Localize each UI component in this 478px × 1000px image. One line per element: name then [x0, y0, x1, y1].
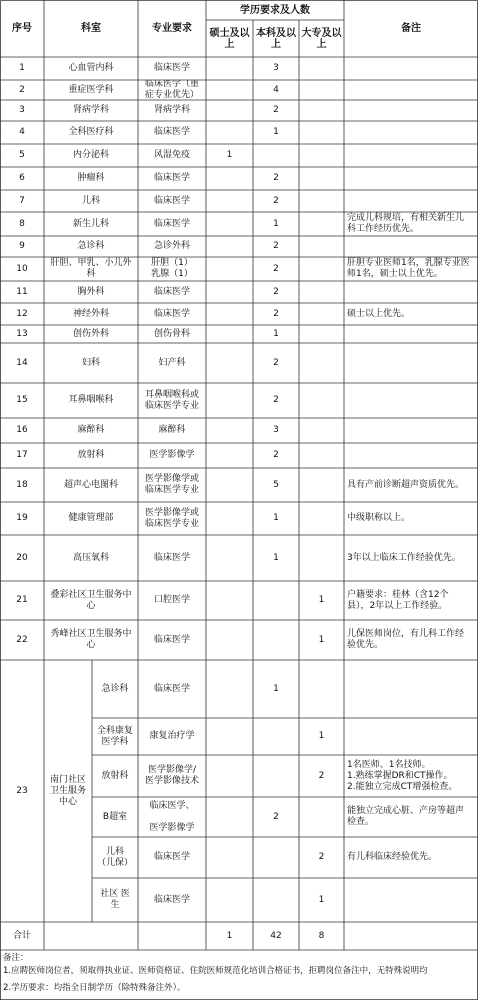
- subrow-masters-count: [206, 718, 253, 755]
- row-remark: 硕士以上优先。: [347, 308, 411, 319]
- row-major: 临床医学: [153, 63, 190, 73]
- row-masters-count: [206, 190, 253, 212]
- row-dept: 重症医学科: [68, 84, 114, 95]
- row-college-count: [299, 502, 344, 535]
- row-major: 耳鼻咽喉科或 临床医学专业: [144, 389, 199, 411]
- subrow-bachelor-count: 1: [273, 683, 279, 694]
- row-major: 医学影像学: [149, 450, 195, 460]
- row-seq: 22: [16, 634, 28, 645]
- subrow-remark: 能独立完成心脏、产房等超声 检查。: [347, 806, 465, 827]
- subrow-major: 临床医学: [153, 683, 190, 694]
- row-major: 临床医学（重 症专业优先）: [144, 80, 199, 100]
- subrow-bachelor-count: 2: [273, 811, 279, 822]
- row-college-count: 1: [318, 634, 325, 645]
- row-masters-count: [206, 325, 253, 343]
- subrow-bachelor-count: [253, 878, 299, 922]
- row-major: 医学影像学或 临床医学专业: [144, 507, 199, 529]
- row-masters-count: 1: [226, 150, 233, 160]
- row-remark: 儿保医师岗位，有儿科工作经 验优先。: [347, 629, 465, 650]
- subrow-dept: 全科康复 医学科: [96, 725, 133, 747]
- subrow-bachelor-count: [253, 755, 299, 797]
- notes-title: 备注：: [3, 953, 29, 963]
- row-major: 医学影像学或 临床医学专业: [144, 474, 199, 495]
- row-dept: 妇科: [81, 357, 100, 368]
- total-college: 8: [318, 930, 325, 941]
- row-masters-count: [206, 620, 253, 660]
- total-bachelor: 42: [270, 930, 282, 941]
- row-bachelor-count: 3: [273, 63, 279, 73]
- row-dept: 全科医疗科: [68, 127, 114, 137]
- subrow-masters-count: [206, 878, 253, 922]
- row-dept: 麻醉科: [77, 425, 105, 435]
- row-masters-count: [206, 535, 253, 581]
- row-major: 急诊外科: [153, 241, 190, 251]
- row-college-count: [299, 443, 344, 468]
- header-seq: 序号: [12, 23, 32, 34]
- row-seq: 13: [16, 328, 28, 339]
- row-seq: 15: [16, 395, 28, 405]
- subrow-remark: [344, 718, 478, 755]
- row-masters-count: [206, 236, 253, 257]
- row-seq: 7: [19, 195, 25, 206]
- row-remark: [344, 443, 478, 468]
- subrow-major: 临床医学: [153, 852, 190, 862]
- row-major: 麻醉科: [158, 425, 186, 435]
- row-college-count: [299, 212, 344, 236]
- row-masters-count: [206, 281, 253, 303]
- subrow-college-count: [299, 660, 344, 718]
- row-seq: 5: [19, 150, 25, 160]
- row-dept: 心血管内科: [68, 63, 114, 73]
- row-seq: 10: [16, 263, 28, 274]
- subrow-major: 医学影像学/ 医学影像技术: [144, 765, 199, 786]
- row-masters-count: [206, 581, 253, 620]
- row-major: 风湿免疫: [153, 150, 190, 160]
- subrow-masters-count: [206, 837, 253, 878]
- header-remark: 备注: [401, 23, 421, 34]
- row-major: 临床医学: [153, 552, 190, 563]
- row-bachelor-count: [253, 620, 299, 660]
- row-major: 临床医学: [153, 195, 190, 206]
- row-dept: 肿瘤科: [77, 173, 105, 183]
- total-remark: [344, 922, 478, 950]
- row-remark: 户籍要求：桂林（含12个 县），2年以上工作经验。: [347, 589, 449, 611]
- row-seq: 17: [16, 450, 28, 460]
- row-dept: 急诊科: [77, 241, 105, 251]
- row-major: 肝胆（1） 乳腺（1）: [151, 258, 193, 279]
- subrow-dept: 放射科: [101, 770, 129, 781]
- row-dept: 肾病学科: [72, 105, 109, 115]
- row-major: 临床医学: [153, 173, 190, 183]
- row-college-count: 1: [318, 595, 325, 605]
- row-remark: [344, 100, 478, 121]
- row-major: 临床医学: [153, 634, 190, 645]
- row-seq: 18: [16, 479, 28, 490]
- row-major: 临床医学: [153, 308, 190, 319]
- subrow-masters-count: [206, 755, 253, 797]
- row-bachelor-count: 2: [273, 286, 279, 297]
- row-masters-count: [206, 443, 253, 468]
- row-college-count: [299, 383, 344, 418]
- row-dept: 创伤外科: [72, 328, 109, 339]
- header-major: 专业要求: [152, 23, 192, 34]
- row-bachelor-count: 2: [273, 195, 279, 206]
- row-major: 临床医学: [153, 218, 190, 229]
- row-bachelor-count: [253, 144, 299, 167]
- subrow-remark: [344, 660, 478, 718]
- subrow-remark: 1名医师、1名技师。 1.熟练掌握DR和CT操作。 2.能独立完成CT增强检查。: [347, 759, 458, 792]
- header-bachelor: 本科及以上: [256, 27, 296, 50]
- row-dept: 肝胆、甲乳、小儿外 科: [50, 258, 132, 279]
- row-major: 创伤骨科: [153, 328, 190, 339]
- row-remark: 完成儿科规培，有相关新生儿 科工作经历优先。: [347, 213, 465, 234]
- row-remark: 中级职称以上。: [347, 513, 411, 523]
- row-college-count: [299, 190, 344, 212]
- row-seq: 1: [19, 63, 25, 73]
- row-seq: 21: [16, 595, 28, 605]
- row-remark: [344, 167, 478, 190]
- row-dept: 高压氧科: [72, 552, 109, 563]
- row-bachelor-count: 3: [273, 425, 279, 435]
- row-major: 临床医学: [153, 286, 190, 297]
- row-dept: 胸外科: [77, 286, 105, 297]
- subrow-masters-count: [206, 660, 253, 718]
- row-remark: 3年以上临床工作经验优先。: [347, 552, 461, 563]
- header-education-group: 学历要求及人数: [240, 4, 310, 16]
- row-college-count: [299, 236, 344, 257]
- row-college-count: [299, 418, 344, 443]
- subrow-major: 临床医学: [153, 894, 190, 905]
- row-dept: 健康管理部: [68, 513, 114, 523]
- row-masters-count: [206, 257, 253, 281]
- row-bachelor-count: 4: [273, 84, 279, 95]
- row-college-count: [299, 303, 344, 325]
- subrow-bachelor-count: [253, 718, 299, 755]
- row-bachelor-count: 1: [273, 552, 279, 563]
- row-masters-count: [206, 468, 253, 502]
- row-college-count: [299, 144, 344, 167]
- row-remark: [344, 80, 478, 100]
- row-remark: [344, 57, 478, 80]
- row-seq: 11: [16, 286, 28, 297]
- subrow-college-count: [299, 797, 344, 837]
- subrow-remark: [344, 878, 478, 922]
- group-center-name: 南门社区 卫生服务 中心: [49, 774, 86, 807]
- total-masters: 1: [226, 930, 233, 941]
- row-college-count: [299, 468, 344, 502]
- row-seq: 14: [16, 357, 28, 368]
- total-label: 合计: [12, 930, 31, 941]
- row-remark: [344, 383, 478, 418]
- row-major: 口腔医学: [153, 595, 190, 605]
- subrow-bachelor-count: [253, 837, 299, 878]
- row-bachelor-count: 1: [273, 127, 279, 137]
- subrow-college-count: 1: [318, 894, 325, 905]
- row-remark: [344, 343, 478, 383]
- row-seq: 4: [19, 127, 25, 137]
- row-remark: [344, 190, 478, 212]
- row-remark: [344, 281, 478, 303]
- header-dept: 科室: [81, 23, 101, 34]
- subrow-dept: 急诊科: [101, 683, 129, 694]
- row-seq: 16: [16, 425, 28, 435]
- subrow-dept: 社区 医 生: [100, 889, 130, 910]
- subrow-masters-count: [206, 797, 253, 837]
- row-remark: [344, 121, 478, 144]
- row-dept: 放射科: [77, 450, 105, 460]
- row-college-count: [299, 281, 344, 303]
- row-masters-count: [206, 343, 253, 383]
- notes-line-1: 1.应聘医师岗位者，须取得执业证、医师资格证、住院医师规范化培训合格证书，拒聘岗位备注中，无特殊说明均: [3, 966, 428, 976]
- row-masters-count: [206, 502, 253, 535]
- row-bachelor-count: [253, 581, 299, 620]
- row-dept: 新生儿科: [72, 218, 109, 229]
- subrow-dept: 儿科 （儿保）: [96, 846, 133, 868]
- group-seq: 23: [16, 785, 28, 796]
- row-masters-count: [206, 80, 253, 100]
- subrow-college-count: 2: [318, 770, 325, 781]
- row-dept: 叠彩社区卫生服务中 心: [50, 589, 132, 611]
- row-masters-count: [206, 383, 253, 418]
- row-seq: 20: [16, 552, 28, 563]
- row-bachelor-count: 2: [273, 173, 279, 183]
- row-bachelor-count: 5: [273, 479, 279, 490]
- row-remark: 具有产前诊断超声资质优先。: [347, 479, 465, 490]
- header-masters: 硕士及以上: [209, 27, 250, 50]
- row-bachelor-count: 2: [273, 105, 279, 115]
- row-bachelor-count: 1: [273, 328, 279, 339]
- row-masters-count: [206, 418, 253, 443]
- row-dept: 秀峰社区卫生服务中 心: [50, 629, 132, 650]
- subrow-major: 临床医学、 医学影像学: [149, 800, 195, 833]
- row-bachelor-count: 2: [273, 357, 279, 368]
- row-major: 肾病学科: [153, 105, 190, 115]
- subrow-dept: B超室: [102, 811, 128, 822]
- row-remark: [344, 418, 478, 443]
- row-major: 妇产科: [158, 357, 186, 368]
- subrow-remark: 有儿科临床经验优先。: [347, 852, 438, 862]
- row-bachelor-count: 2: [273, 263, 279, 274]
- row-remark: 肝胆专业医师1名，乳腺专业医 师1名，硕士以上优先。: [347, 258, 470, 279]
- row-remark: [344, 144, 478, 167]
- row-college-count: [299, 100, 344, 121]
- row-masters-count: [206, 121, 253, 144]
- row-college-count: [299, 57, 344, 80]
- row-dept: 内分泌科: [72, 150, 109, 160]
- row-college-count: [299, 343, 344, 383]
- subrow-major: 康复治疗学: [149, 731, 195, 741]
- row-seq: 8: [19, 218, 25, 229]
- row-college-count: [299, 121, 344, 144]
- row-dept: 神经外科: [72, 308, 109, 319]
- row-masters-count: [206, 212, 253, 236]
- row-seq: 2: [19, 84, 25, 95]
- row-major: 临床医学: [153, 127, 190, 137]
- row-college-count: [299, 257, 344, 281]
- row-bachelor-count: 2: [273, 395, 279, 405]
- row-college-count: [299, 167, 344, 190]
- row-masters-count: [206, 167, 253, 190]
- row-seq: 12: [16, 308, 28, 319]
- row-college-count: [299, 535, 344, 581]
- row-seq: 6: [19, 173, 25, 183]
- notes-line-2: 2.学历要求：均指全日制学历（除特殊备注外）。: [3, 983, 186, 993]
- header-college: 大专及以上: [301, 27, 342, 50]
- row-seq: 9: [19, 241, 25, 251]
- row-bachelor-count: 2: [273, 241, 279, 251]
- subrow-college-count: 1: [318, 731, 325, 741]
- row-seq: 19: [16, 513, 28, 523]
- row-bachelor-count: 2: [273, 308, 279, 319]
- row-masters-count: [206, 100, 253, 121]
- row-masters-count: [206, 303, 253, 325]
- row-remark: [344, 236, 478, 257]
- row-bachelor-count: 1: [273, 218, 279, 229]
- row-college-count: [299, 80, 344, 100]
- row-masters-count: [206, 57, 253, 80]
- row-remark: [344, 325, 478, 343]
- row-dept: 儿科: [81, 195, 100, 206]
- row-dept: 耳鼻咽喉科: [68, 395, 114, 405]
- row-bachelor-count: 2: [273, 450, 279, 460]
- row-dept: 超声心电图科: [63, 479, 118, 490]
- row-college-count: [299, 325, 344, 343]
- row-seq: 3: [19, 105, 25, 115]
- subrow-college-count: 2: [318, 852, 325, 862]
- row-bachelor-count: 1: [273, 513, 279, 523]
